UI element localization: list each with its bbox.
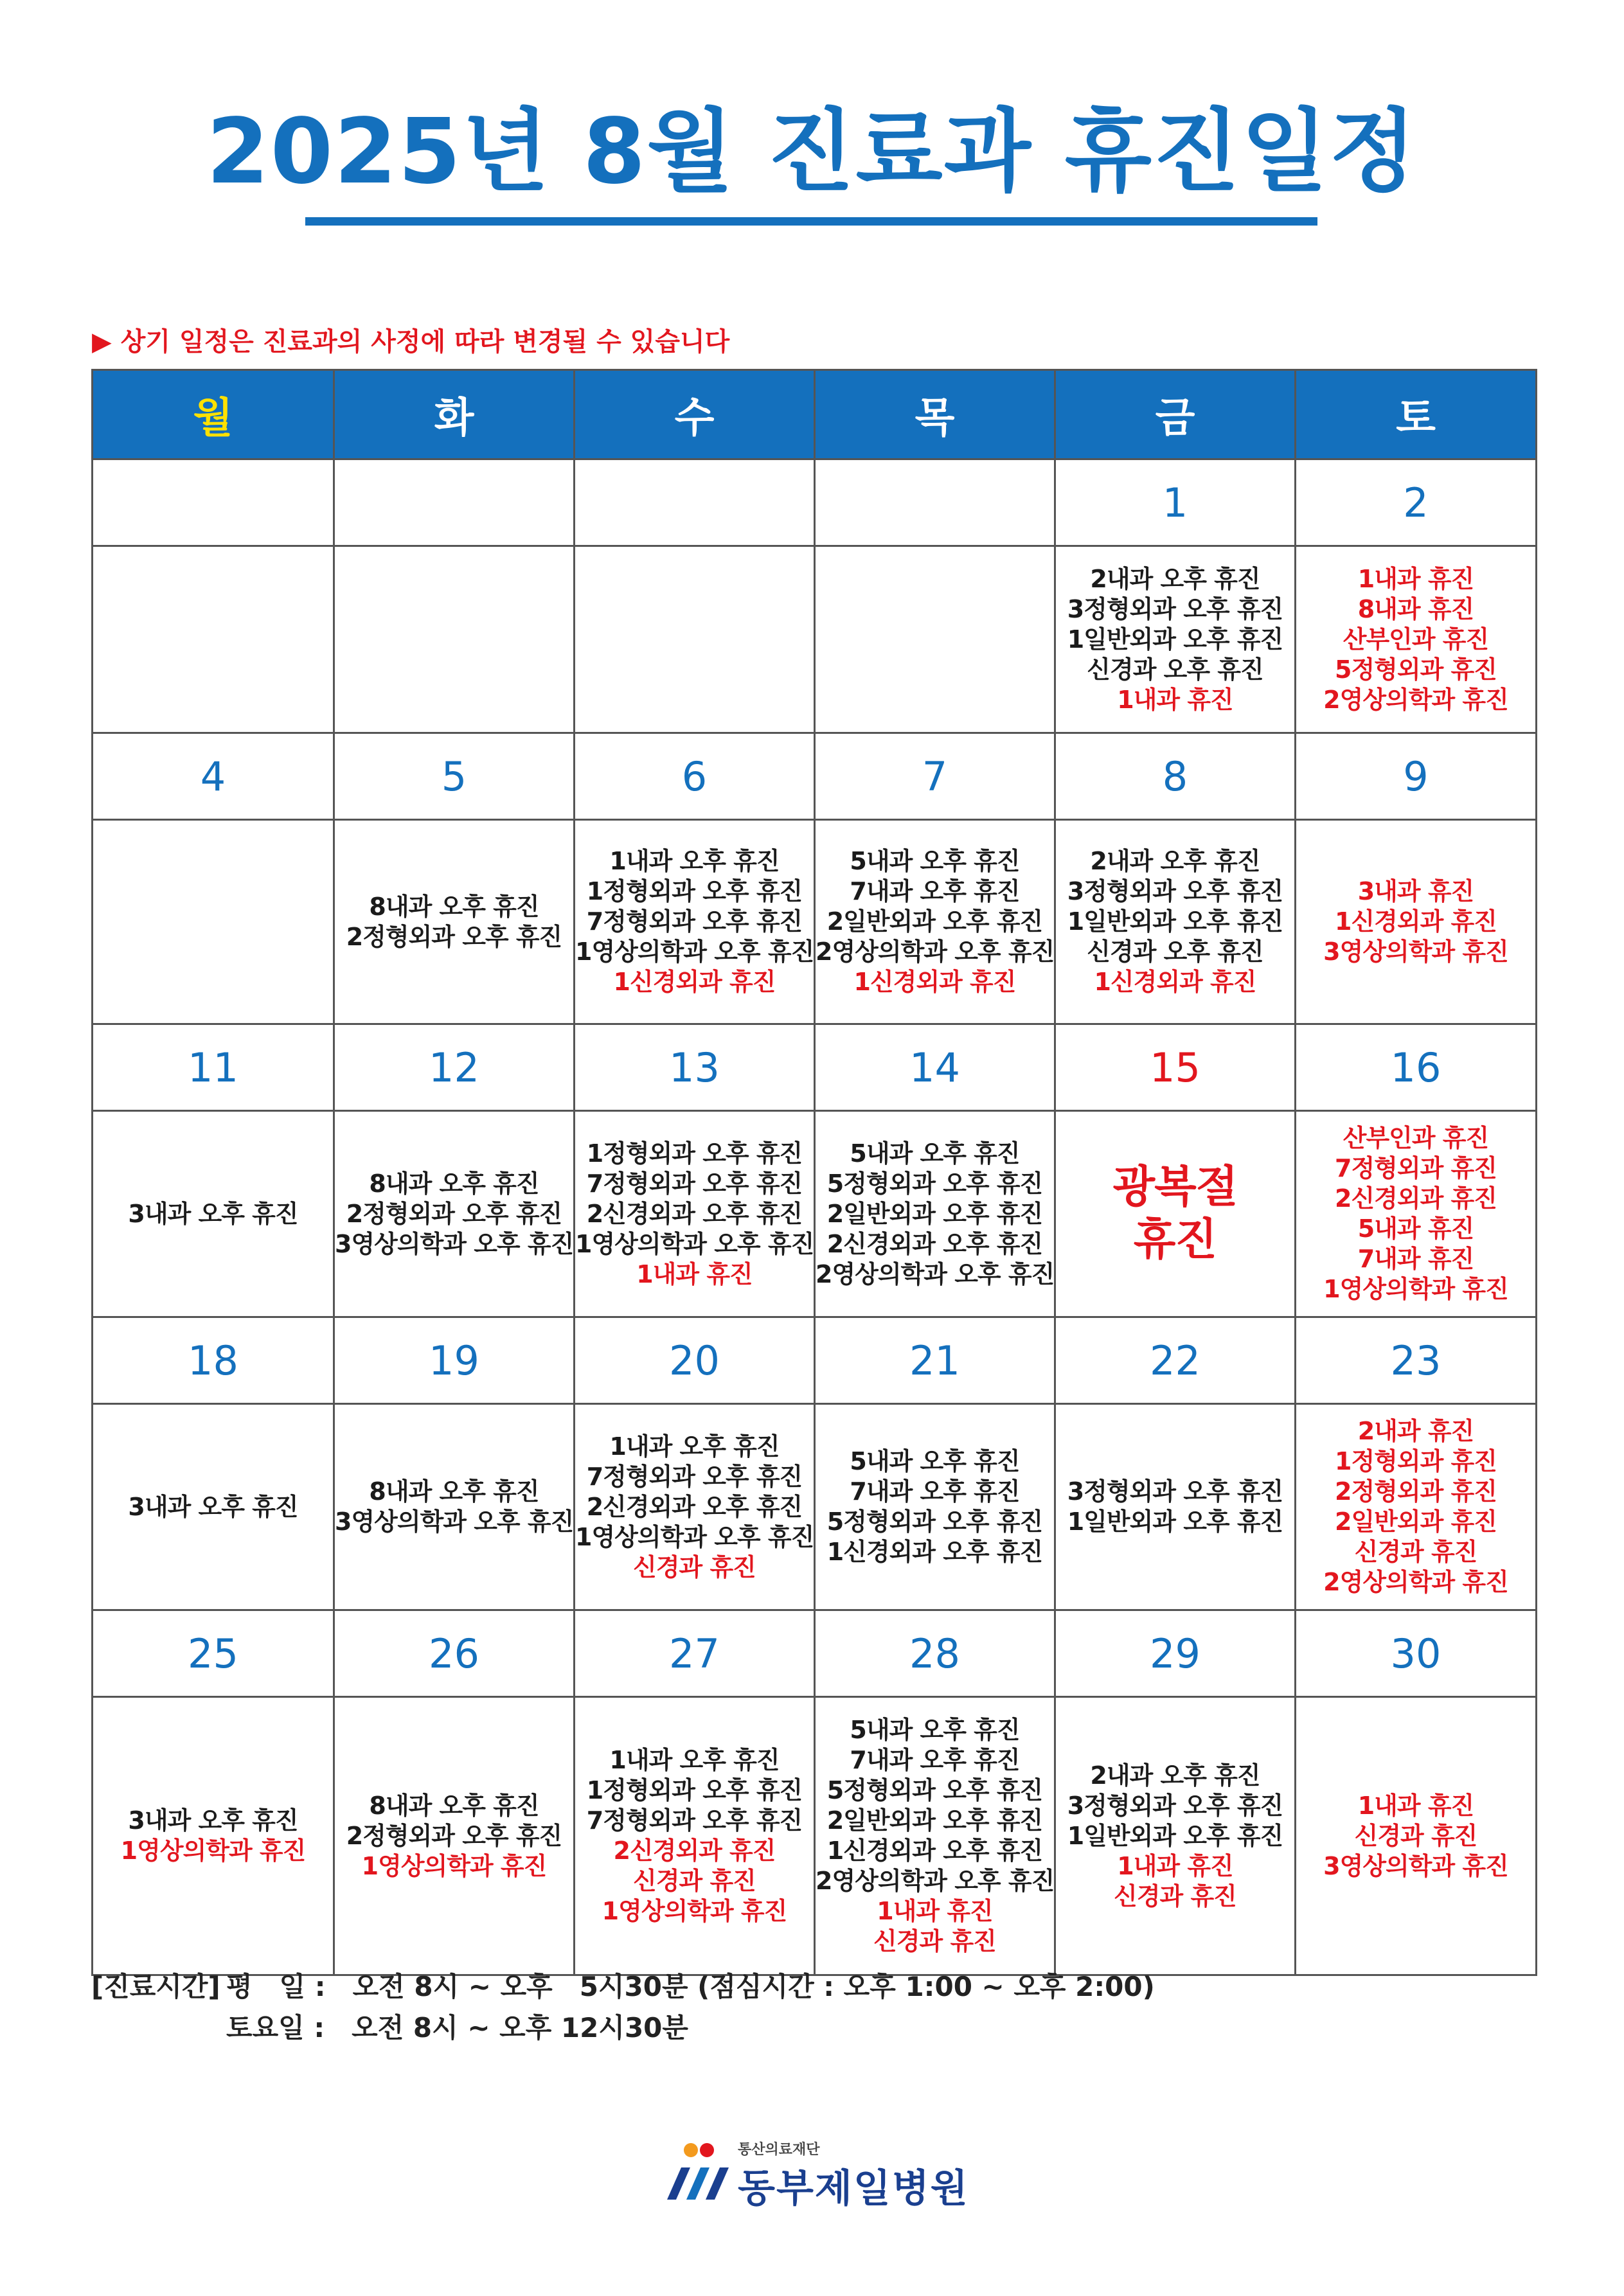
schedule-cell: [1055, 1111, 1296, 1317]
date-cell: 14: [815, 1024, 1055, 1111]
date-cell: 29: [1055, 1610, 1296, 1697]
schedule-cell: [334, 546, 575, 733]
afternoon-closure-entry: 2정형외과 오후 휴진: [346, 1821, 562, 1850]
logo-foundation-text: 통산의료재단: [738, 2142, 820, 2158]
full-day-closure-entry: 8내과 휴진: [1357, 594, 1474, 623]
afternoon-closure-entry: 2신경외과 오후 휴진: [586, 1199, 803, 1228]
afternoon-closure-entry: 5내과 오후 휴진: [850, 1716, 1020, 1744]
date-cell: [334, 459, 575, 546]
calendar-table: [91, 369, 1537, 1976]
hours-label: [진료시간]: [91, 1971, 220, 2002]
full-day-closure-entry: 1내과 휴진: [636, 1259, 753, 1288]
afternoon-closure-entry: 1정형외과 오후 휴진: [586, 1139, 803, 1168]
full-day-closure-entry: 신경과 휴진: [633, 1553, 756, 1581]
schedule-cell: [1055, 1404, 1296, 1610]
afternoon-closure-entry: 7정형외과 오후 휴진: [586, 1462, 803, 1491]
afternoon-closure-entry: 신경과 오후 휴진: [1087, 938, 1263, 966]
schedule-cell: [575, 1697, 815, 1975]
schedule-cell: [334, 820, 575, 1024]
full-day-closure-entry: 5내과 휴진: [1357, 1215, 1474, 1243]
hospital-logo: [662, 2132, 970, 2209]
schedule-row: [93, 1404, 1537, 1610]
schedule-cell: [93, 546, 334, 733]
date-cell: 27: [575, 1610, 815, 1697]
date-cell: 28: [815, 1610, 1055, 1697]
full-day-closure-entry: 7내과 휴진: [1357, 1245, 1474, 1273]
schedule-cell: [1055, 546, 1296, 733]
afternoon-closure-entry: 3내과 오후 휴진: [128, 1806, 298, 1835]
date-cell: 22: [1055, 1317, 1296, 1404]
afternoon-closure-entry: 5내과 오후 휴진: [850, 1139, 1020, 1168]
schedule-cell: [93, 1697, 334, 1975]
afternoon-closure-entry: 7내과 오후 휴진: [850, 1746, 1020, 1774]
afternoon-closure-entry: 5내과 오후 휴진: [850, 1447, 1020, 1475]
afternoon-closure-entry: 신경과 오후 휴진: [1087, 655, 1263, 684]
afternoon-closure-entry: 3정형외과 오후 휴진: [1067, 1791, 1283, 1820]
afternoon-closure-entry: 5내과 오후 휴진: [850, 847, 1020, 875]
schedule-cell: [1055, 1697, 1296, 1975]
afternoon-closure-entry: 1일반외과 오후 휴진: [1067, 907, 1283, 936]
full-day-closure-entry: 신경과 휴진: [1114, 1882, 1236, 1910]
full-day-closure-entry: 1영상의학과 휴진: [1323, 1275, 1508, 1303]
schedule-cell: [334, 1111, 575, 1317]
schedule-cell: [575, 820, 815, 1024]
title-underline: [305, 217, 1317, 226]
weekday-thu: 목: [815, 370, 1055, 459]
afternoon-closure-entry: 7정형외과 오후 휴진: [586, 1169, 803, 1198]
schedule-cell: [1296, 820, 1537, 1024]
date-cell: 19: [334, 1317, 575, 1404]
full-day-closure-entry: 1신경외과 휴진: [853, 968, 1016, 996]
full-day-closure-entry: 3영상의학과 휴진: [1323, 1851, 1508, 1880]
full-day-closure-entry: 신경과 휴진: [633, 1867, 756, 1895]
full-day-closure-entry: 2일반외과 휴진: [1335, 1508, 1497, 1536]
afternoon-closure-entry: 8내과 오후 휴진: [369, 892, 539, 921]
date-row: [93, 1610, 1537, 1697]
afternoon-closure-entry: 1내과 오후 휴진: [609, 1432, 780, 1461]
full-day-closure-entry: 신경과 휴진: [1354, 1821, 1477, 1850]
date-cell: 18: [93, 1317, 334, 1404]
afternoon-closure-entry: 2정형외과 오후 휴진: [346, 1199, 562, 1228]
afternoon-closure-entry: 8내과 오후 휴진: [369, 1169, 539, 1198]
afternoon-closure-entry: 1내과 오후 휴진: [609, 847, 780, 875]
date-row: [93, 459, 1537, 546]
afternoon-closure-entry: 3내과 오후 휴진: [128, 1492, 298, 1521]
schedule-cell: [1296, 1697, 1537, 1975]
weekday-mon: 월: [93, 370, 334, 459]
full-day-closure-entry: 산부인과 휴진: [1343, 625, 1489, 654]
date-cell: 23: [1296, 1317, 1537, 1404]
full-day-closure-entry: 1내과 휴진: [1357, 564, 1474, 593]
afternoon-closure-entry: 1일반외과 오후 휴진: [1067, 1508, 1283, 1536]
afternoon-closure-entry: 5정형외과 오후 휴진: [826, 1776, 1043, 1804]
afternoon-closure-entry: 3정형외과 오후 휴진: [1067, 877, 1283, 905]
afternoon-closure-entry: 1정형외과 오후 휴진: [586, 877, 803, 905]
schedule-row: [93, 820, 1537, 1024]
full-day-closure-entry: 2정형외과 휴진: [1335, 1477, 1497, 1506]
full-day-closure-entry: 2신경외과 휴진: [1335, 1184, 1497, 1213]
afternoon-closure-entry: 2일반외과 오후 휴진: [826, 907, 1043, 936]
date-cell: 9: [1296, 733, 1537, 820]
full-day-closure-entry: 3영상의학과 휴진: [1323, 938, 1508, 966]
schedule-cell: [93, 1111, 334, 1317]
date-cell: 20: [575, 1317, 815, 1404]
afternoon-closure-entry: 3정형외과 오후 휴진: [1067, 594, 1283, 623]
afternoon-closure-entry: 1내과 오후 휴진: [609, 1746, 780, 1774]
afternoon-closure-entry: 2내과 오후 휴진: [1090, 1761, 1260, 1790]
date-cell: 11: [93, 1024, 334, 1111]
schedule-cell: [815, 1404, 1055, 1610]
date-cell: 13: [575, 1024, 815, 1111]
afternoon-closure-entry: 2일반외과 오후 휴진: [826, 1199, 1043, 1228]
date-cell: 16: [1296, 1024, 1537, 1111]
weekday-sat: 토: [1296, 370, 1537, 459]
date-cell: [575, 459, 815, 546]
schedule-row: [93, 1697, 1537, 1975]
schedule-cell: [1296, 546, 1537, 733]
schedule-cell: [1296, 1111, 1537, 1317]
afternoon-closure-entry: 2일반외과 오후 휴진: [826, 1806, 1043, 1835]
schedule-cell: [93, 820, 334, 1024]
schedule-cell: [575, 1111, 815, 1317]
full-day-closure-entry: 신경과 휴진: [1354, 1538, 1477, 1566]
date-cell: 12: [334, 1024, 575, 1111]
afternoon-closure-entry: 1영상의학과 오후 휴진: [575, 1229, 814, 1258]
full-day-closure-entry: 1신경외과 휴진: [1094, 968, 1256, 996]
full-day-closure-entry: 7정형외과 휴진: [1335, 1154, 1497, 1182]
date-cell: 26: [334, 1610, 575, 1697]
afternoon-closure-entry: 7정형외과 오후 휴진: [586, 1806, 803, 1835]
full-day-closure-entry: 신경과 휴진: [873, 1927, 996, 1955]
full-day-closure-entry: 1영상의학과 휴진: [120, 1837, 306, 1865]
schedule-cell: [93, 1404, 334, 1610]
afternoon-closure-entry: 1영상의학과 오후 휴진: [575, 1522, 814, 1551]
schedule-cell: [575, 1404, 815, 1610]
date-cell: 1: [1055, 459, 1296, 546]
afternoon-closure-entry: 2신경외과 오후 휴진: [586, 1492, 803, 1521]
full-day-closure-entry: 3내과 휴진: [1357, 877, 1474, 905]
full-day-closure-entry: 5정형외과 휴진: [1335, 655, 1497, 684]
date-cell: 4: [93, 733, 334, 820]
afternoon-closure-entry: 3영상의학과 오후 휴진: [335, 1508, 574, 1536]
full-day-closure-entry: 2영상의학과 휴진: [1323, 1568, 1508, 1596]
full-day-closure-entry: 1내과 휴진: [1117, 1851, 1233, 1880]
weekday-wed: 수: [575, 370, 815, 459]
afternoon-closure-entry: 3내과 오후 휴진: [128, 1199, 298, 1228]
full-day-closure-entry: 1내과 휴진: [1117, 685, 1233, 714]
full-day-closure-entry: 2내과 휴진: [1357, 1417, 1474, 1445]
full-day-closure-entry: 2신경외과 휴진: [613, 1837, 776, 1865]
afternoon-closure-entry: 2영상의학과 오후 휴진: [816, 938, 1055, 966]
afternoon-closure-entry: 1영상의학과 오후 휴진: [575, 938, 814, 966]
logo-hospital-name: 동부제일병원: [738, 2166, 969, 2211]
date-cell: 5: [334, 733, 575, 820]
hours-weekday-value: 오전 8시 ~ 오후 5시30분 (점심시간 : 오후 1:00 ~ 오후 2:00): [352, 1971, 1155, 2002]
schedule-cell: [575, 546, 815, 733]
afternoon-closure-entry: 2내과 오후 휴진: [1090, 564, 1260, 593]
date-cell: 8: [1055, 733, 1296, 820]
afternoon-closure-entry: 8내과 오후 휴진: [369, 1477, 539, 1506]
full-day-closure-entry: 1영상의학과 휴진: [361, 1851, 547, 1880]
afternoon-closure-entry: 3정형외과 오후 휴진: [1067, 1477, 1283, 1506]
afternoon-closure-entry: 2내과 오후 휴진: [1090, 847, 1260, 875]
date-cell: 21: [815, 1317, 1055, 1404]
date-cell: 7: [815, 733, 1055, 820]
full-day-closure-entry: 1영상의학과 휴진: [602, 1897, 787, 1925]
afternoon-closure-entry: 1정형외과 오후 휴진: [586, 1776, 803, 1804]
hours-saturday-value: 오전 8시 ~ 오후 12시30분: [352, 2012, 688, 2043]
clinic-hours: [91, 1966, 1155, 2049]
full-day-closure-entry: 1내과 휴진: [877, 1897, 993, 1925]
hours-saturday-label: 토요일 :: [226, 2012, 325, 2043]
schedule-cell: [1055, 820, 1296, 1024]
afternoon-closure-entry: 1일반외과 오후 휴진: [1067, 625, 1283, 654]
date-cell: 30: [1296, 1610, 1537, 1697]
afternoon-closure-entry: 2영상의학과 오후 휴진: [816, 1259, 1055, 1288]
afternoon-closure-entry: 7내과 오후 휴진: [850, 1477, 1020, 1506]
afternoon-closure-entry: 1신경외과 오후 휴진: [826, 1837, 1043, 1865]
full-day-closure-entry: 1정형외과 휴진: [1335, 1447, 1497, 1475]
date-cell: 6: [575, 733, 815, 820]
full-day-closure-entry: 1신경외과 휴진: [613, 968, 776, 996]
page-title: 2025년 8월 진료과 휴진일정: [206, 100, 1418, 204]
weekday-tue: 화: [334, 370, 575, 459]
afternoon-closure-entry: 2영상의학과 오후 휴진: [816, 1867, 1055, 1895]
date-row: [93, 1024, 1537, 1111]
schedule-cell: [815, 820, 1055, 1024]
full-day-closure-entry: 1내과 휴진: [1357, 1791, 1474, 1820]
full-day-closure-entry: 2영상의학과 휴진: [1323, 685, 1508, 714]
full-day-closure-entry: 1신경외과 휴진: [1335, 907, 1497, 936]
schedule-cell: [1296, 1404, 1537, 1610]
date-cell: 25: [93, 1610, 334, 1697]
hours-weekday-label: 평 일 :: [226, 1971, 326, 2002]
afternoon-closure-entry: 1신경외과 오후 휴진: [826, 1538, 1043, 1566]
afternoon-closure-entry: 1일반외과 오후 휴진: [1067, 1821, 1283, 1850]
date-cell: [815, 459, 1055, 546]
afternoon-closure-entry: 5정형외과 오후 휴진: [826, 1169, 1043, 1198]
date-row: [93, 1317, 1537, 1404]
full-day-closure-entry: 산부인과 휴진: [1343, 1124, 1489, 1152]
afternoon-closure-entry: 7정형외과 오후 휴진: [586, 907, 803, 936]
schedule-cell: [815, 1697, 1055, 1975]
schedule-notice: ▶ 상기 일정은 진료과의 사정에 따라 변경될 수 있습니다: [92, 327, 730, 357]
schedule-cell: [815, 1111, 1055, 1317]
afternoon-closure-entry: 2신경외과 오후 휴진: [826, 1229, 1043, 1258]
afternoon-closure-entry: 2정형외과 오후 휴진: [346, 922, 562, 951]
schedule-row: [93, 1111, 1537, 1317]
date-cell: 2: [1296, 459, 1537, 546]
afternoon-closure-entry: 7내과 오후 휴진: [850, 877, 1020, 905]
schedule-row: [93, 546, 1537, 733]
schedule-cell: [334, 1697, 575, 1975]
date-cell: 15: [1055, 1024, 1296, 1111]
afternoon-closure-entry: 3영상의학과 오후 휴진: [335, 1229, 574, 1258]
holiday-label: 광복절: [1112, 1162, 1238, 1213]
afternoon-closure-entry: 5정형외과 오후 휴진: [826, 1508, 1043, 1536]
hospital-logo-icon: [662, 2139, 736, 2206]
holiday-label: 휴진: [1133, 1215, 1217, 1265]
afternoon-closure-entry: 8내과 오후 휴진: [369, 1791, 539, 1820]
date-row: [93, 733, 1537, 820]
weekday-fri: 금: [1055, 370, 1296, 459]
schedule-cell: [334, 1404, 575, 1610]
weekday-header-row: [93, 370, 1537, 459]
date-cell: [93, 459, 334, 546]
schedule-cell: [815, 546, 1055, 733]
